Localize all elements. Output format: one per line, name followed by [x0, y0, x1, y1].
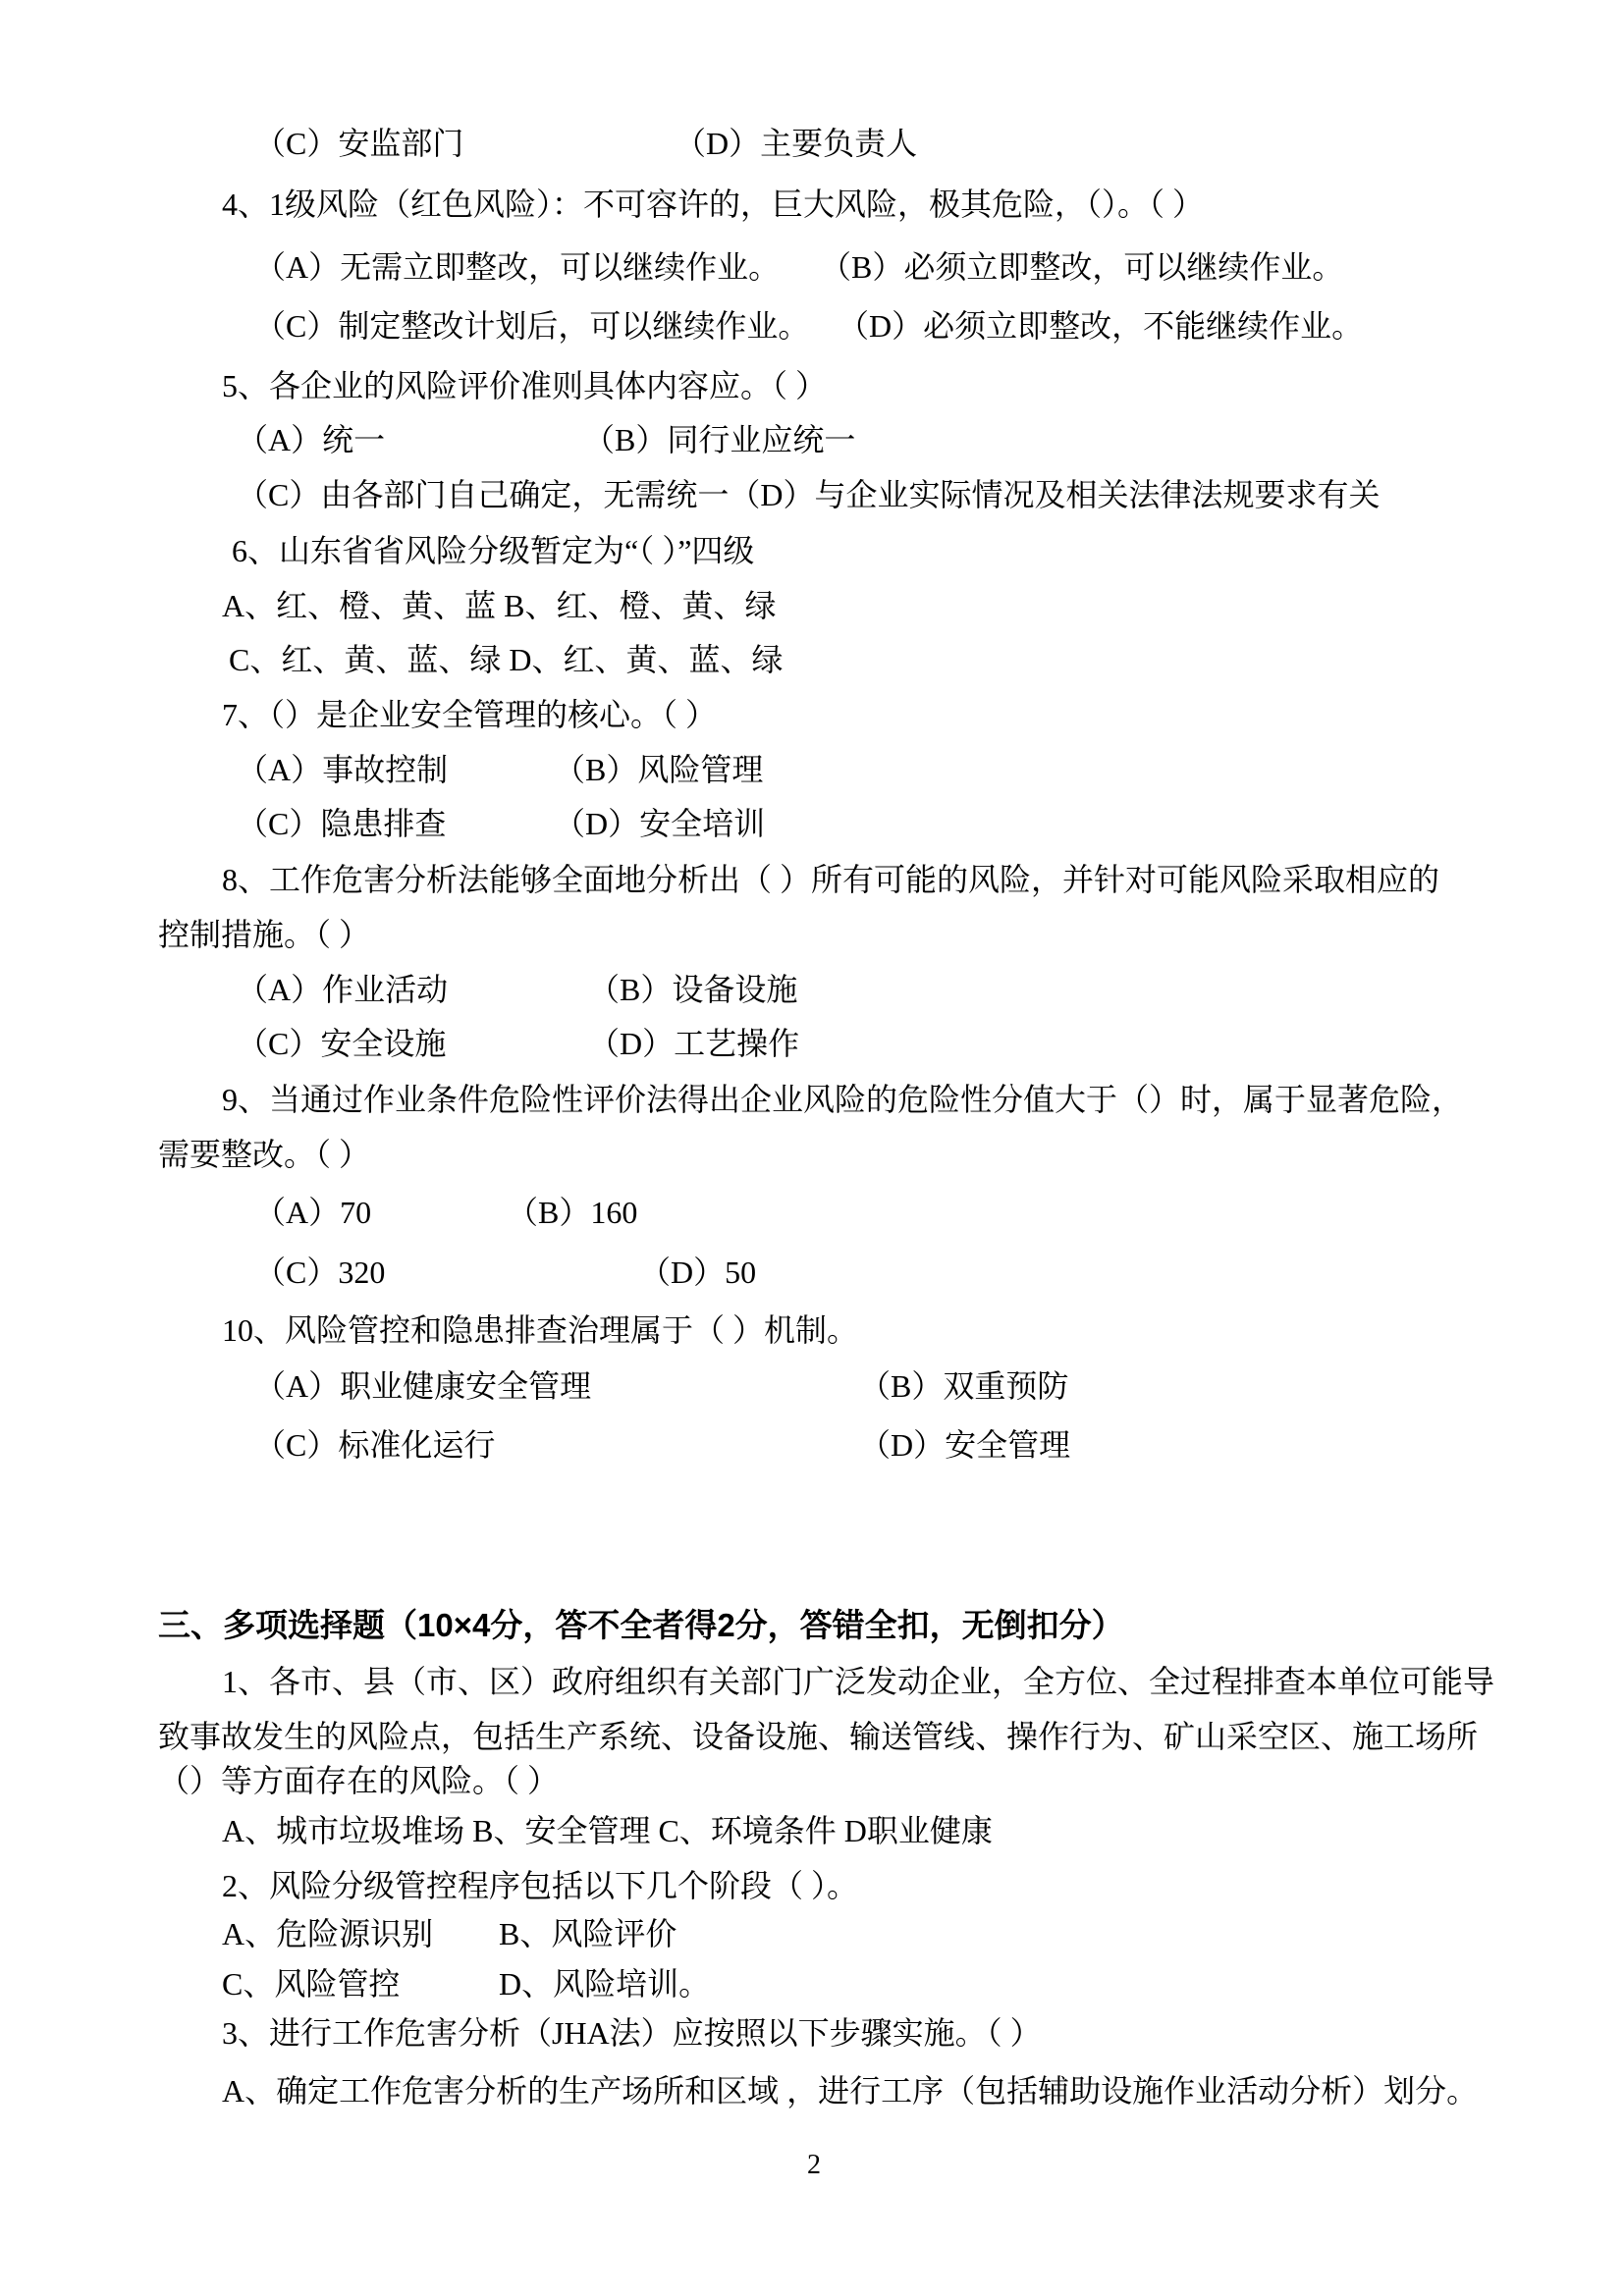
q4-option-a: （A）无需立即整改，可以继续作业。	[254, 249, 781, 285]
q7-stem: 7、（）是企业安全管理的核心。（ ）	[222, 697, 718, 732]
page-number: 2	[807, 2150, 821, 2180]
q5-option-b: （B）同行业应统一	[583, 422, 856, 457]
m2-option-b: B、风险评价	[499, 1916, 677, 1951]
q6-stem: 6、山东省省风险分级暂定为“（ ）”四级	[232, 533, 755, 568]
q7-option-c: （C）隐患排查	[237, 806, 447, 841]
q9-option-b: （B）160	[507, 1195, 638, 1230]
q5-option-a: （A）统一	[237, 422, 386, 457]
m1-stem: 1、各市、县（市、区）政府组织有关部门广泛发动企业，全方位、全过程排查本单位可能导	[222, 1664, 1495, 1699]
q9-option-a: （A）70	[254, 1195, 372, 1230]
q8-stem-cont: 控制措施。（ ）	[158, 917, 371, 952]
q10-option-d: （D）安全管理	[859, 1427, 1071, 1463]
m3-option-a: A、确定工作危害分析的生产场所和区域 ，进行工序（包括辅助设施作业活动分析）划分。	[222, 2073, 1479, 2109]
section-heading: 三、多项选择题（10×4分，答不全者得2分，答错全扣，无倒扣分）	[158, 1607, 1124, 1643]
q9-option-c: （C）320	[254, 1255, 386, 1290]
m1-stem-cont: 致事故发生的风险点，包括生产系统、设备设施、输送管线、操作行为、矿山采空区、施工场所	[158, 1719, 1479, 1754]
q9-stem-cont: 需要整改。（ ）	[158, 1137, 371, 1172]
q10-option-a: （A）职业健康安全管理	[254, 1368, 592, 1404]
q10-option-c: （C）标准化运行	[254, 1427, 496, 1463]
q7-option-a: （A）事故控制	[237, 752, 449, 787]
q4-option-d: （D）必须立即整改，不能继续作业。	[838, 308, 1364, 344]
q5-options-cd: （C）由各部门自己确定，无需统一（D）与企业实际情况及相关法律法规要求有关	[237, 477, 1380, 512]
m2-stem: 2、风险分级管控程序包括以下几个阶段（ ）。	[222, 1868, 859, 1903]
q9-option-d: （D）50	[639, 1255, 757, 1290]
q8-option-a: （A）作业活动	[237, 972, 449, 1007]
q3-option-c: （C）安监部门	[254, 126, 464, 161]
m2-option-a: A、危险源识别	[222, 1916, 434, 1951]
m2-option-d: D、风险培训。	[499, 1966, 711, 2002]
q7-option-b: （B）风险管理	[554, 752, 764, 787]
q6-options-cd: C、红、黄、蓝、绿 D、红、黄、蓝、绿	[229, 642, 784, 677]
q7-option-d: （D）安全培训	[554, 806, 766, 841]
q8-option-d: （D）工艺操作	[588, 1026, 800, 1061]
q4-stem: 4、1级风险（红色风险）：不可容许的，巨大风险，极其危险，（）。（ ）	[222, 187, 1205, 222]
m1-options: A、城市垃圾堆场 B、安全管理 C、环境条件 D职业健康	[222, 1813, 993, 1848]
q3-option-d: （D）主要负责人	[675, 126, 918, 161]
q8-option-b: （B）设备设施	[588, 972, 798, 1007]
q4-option-b: （B）必须立即整改，可以继续作业。	[820, 249, 1344, 285]
q8-option-c: （C）安全设施	[237, 1026, 447, 1061]
q9-stem: 9、当通过作业条件危险性评价法得出企业风险的危险性分值大于（）时，属于显著危险，	[222, 1082, 1464, 1117]
m3-stem: 3、进行工作危害分析（JHA法）应按照以下步骤实施。（ ）	[222, 2015, 1042, 2051]
q5-stem: 5、各企业的风险评价准则具体内容应。（ ）	[222, 368, 828, 403]
q10-option-b: （B）双重预防	[859, 1368, 1069, 1404]
q10-stem: 10、风险管控和隐患排查治理属于（ ）机制。	[222, 1312, 859, 1348]
q4-option-c: （C）制定整改计划后，可以继续作业。	[254, 308, 810, 344]
q6-options-ab: A、红、橙、黄、蓝 B、红、橙、黄、绿	[222, 588, 777, 623]
m2-option-c: C、风险管控	[222, 1966, 401, 2002]
q8-stem: 8、工作危害分析法能够全面地分析出（ ）所有可能的风险，并针对可能风险采取相应的	[222, 862, 1440, 897]
m1-stem-end: （）等方面存在的风险。（ ）	[158, 1763, 560, 1798]
